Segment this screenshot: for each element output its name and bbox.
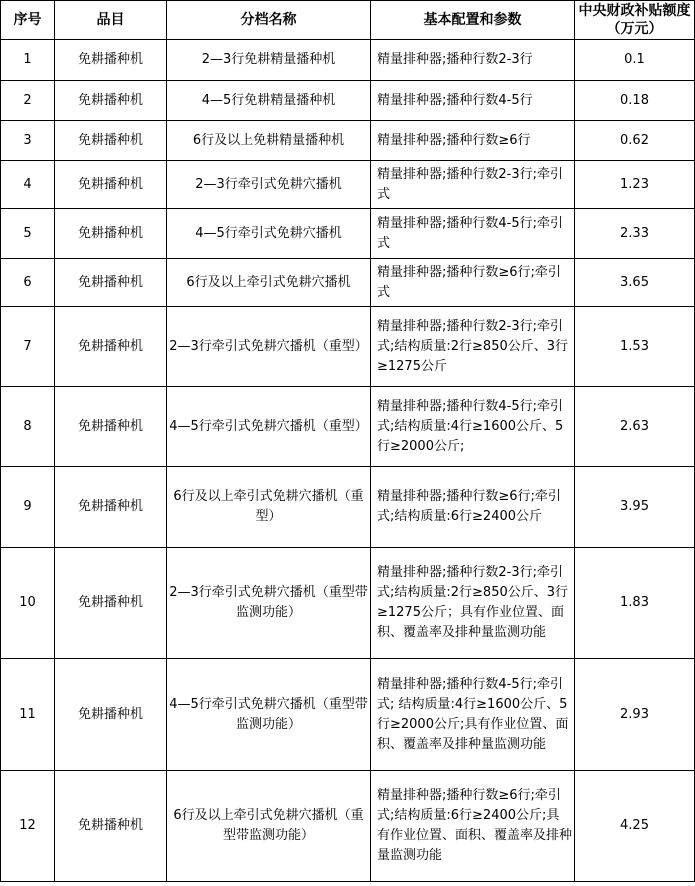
- cell-name: 2—3行牵引式免耕穴播机: [167, 161, 371, 209]
- cell-subsidy: 1.23: [575, 161, 695, 209]
- table-row: [1, 161, 695, 209]
- header-row: [1, 1, 695, 40]
- table-row: [1, 548, 695, 659]
- cell-name: 4—5行免耕精量播种机: [167, 81, 371, 121]
- cell-no: 5: [1, 209, 55, 259]
- cell-item: 免耕播种机: [55, 81, 167, 121]
- cell-config: 精量排种器;播种行数≥6行;牵引式;结构质量:6行≥2400公斤: [371, 467, 575, 548]
- table-row: [1, 307, 695, 387]
- cell-subsidy: 3.95: [575, 467, 695, 548]
- cell-no: 9: [1, 467, 55, 548]
- cell-subsidy: 2.93: [575, 659, 695, 771]
- cell-config: 精量排种器;播种行数≥6行;牵引式: [371, 259, 575, 307]
- cell-no: 3: [1, 121, 55, 161]
- cell-item: 免耕播种机: [55, 307, 167, 387]
- table-row: [1, 387, 695, 467]
- cell-no: 2: [1, 81, 55, 121]
- cell-item: 免耕播种机: [55, 771, 167, 882]
- cell-item: 免耕播种机: [55, 40, 167, 81]
- cell-no: 6: [1, 259, 55, 307]
- table-row: [1, 659, 695, 771]
- cell-subsidy: 1.83: [575, 548, 695, 659]
- cell-no: 10: [1, 548, 55, 659]
- cell-config: 精量排种器;播种行数≥6行;牵引式;结构质量:6行≥2400公斤;具有作业位置、面积、覆盖率及排种量监测功能: [371, 771, 575, 882]
- cell-no: 4: [1, 161, 55, 209]
- table-row: [1, 467, 695, 548]
- cell-name: 2—3行牵引式免耕穴播机（重型带监测功能）: [167, 548, 371, 659]
- cell-subsidy: 0.62: [575, 121, 695, 161]
- cell-name: 4—5行牵引式免耕穴播机: [167, 209, 371, 259]
- cell-config: 精量排种器;播种行数2-3行;牵引式;结构质量:2行≥850公斤、3行≥1275公斤；具有作业位置、面积、覆盖率及排种量监测功能: [371, 548, 575, 659]
- cell-config: 精量排种器;播种行数4-5行;牵引式; 结构质量:4行≥1600公斤、5行≥2000公斤;具有作业位置、面积、覆盖率及排种量监测功能: [371, 659, 575, 771]
- header-subsidy: 中央财政补贴额度（万元）: [575, 1, 695, 40]
- cell-item: 免耕播种机: [55, 121, 167, 161]
- cell-item: 免耕播种机: [55, 209, 167, 259]
- cell-item: 免耕播种机: [55, 387, 167, 467]
- table-row: [1, 81, 695, 121]
- table-row: [1, 771, 695, 882]
- cell-item: 免耕播种机: [55, 548, 167, 659]
- header-item: 品目: [55, 1, 167, 40]
- cell-item: 免耕播种机: [55, 659, 167, 771]
- header-config: 基本配置和参数: [371, 1, 575, 40]
- cell-name: 6行及以上牵引式免耕穴播机（重型带监测功能）: [167, 771, 371, 882]
- table-row: [1, 209, 695, 259]
- cell-config: 精量排种器;播种行数2-3行: [371, 40, 575, 81]
- cell-config: 精量排种器;播种行数2-3行;牵引式;结构质量:2行≥850公斤、3行≥1275公斤: [371, 307, 575, 387]
- cell-name: 6行及以上牵引式免耕穴播机: [167, 259, 371, 307]
- table-row: [1, 259, 695, 307]
- cell-no: 7: [1, 307, 55, 387]
- cell-no: 8: [1, 387, 55, 467]
- cell-name: 2—3行牵引式免耕穴播机（重型）: [167, 307, 371, 387]
- table-row: [1, 121, 695, 161]
- table-body: [1, 40, 695, 882]
- cell-item: 免耕播种机: [55, 259, 167, 307]
- header-no: 序号: [1, 1, 55, 40]
- cell-config: 精量排种器;播种行数2-3行;牵引式: [371, 161, 575, 209]
- cell-no: 11: [1, 659, 55, 771]
- cell-name: 4—5行牵引式免耕穴播机（重型）: [167, 387, 371, 467]
- cell-name: 2—3行免耕精量播种机: [167, 40, 371, 81]
- cell-config: 精量排种器;播种行数4-5行;牵引式;结构质量:4行≥1600公斤、5行≥2000公斤;: [371, 387, 575, 467]
- cell-subsidy: 4.25: [575, 771, 695, 882]
- cell-subsidy: 2.33: [575, 209, 695, 259]
- cell-config: 精量排种器;播种行数4-5行;牵引式: [371, 209, 575, 259]
- cell-name: 4—5行牵引式免耕穴播机（重型带监测功能）: [167, 659, 371, 771]
- cell-name: 6行及以上牵引式免耕穴播机（重型）: [167, 467, 371, 548]
- cell-item: 免耕播种机: [55, 467, 167, 548]
- cell-name: 6行及以上免耕精量播种机: [167, 121, 371, 161]
- cell-subsidy: 0.1: [575, 40, 695, 81]
- cell-no: 1: [1, 40, 55, 81]
- cell-no: 12: [1, 771, 55, 882]
- cell-config: 精量排种器;播种行数4-5行: [371, 81, 575, 121]
- cell-subsidy: 2.63: [575, 387, 695, 467]
- cell-subsidy: 0.18: [575, 81, 695, 121]
- cell-subsidy: 1.53: [575, 307, 695, 387]
- table-row: [1, 40, 695, 81]
- cell-subsidy: 3.65: [575, 259, 695, 307]
- cell-item: 免耕播种机: [55, 161, 167, 209]
- header-name: 分档名称: [167, 1, 371, 40]
- cell-config: 精量排种器;播种行数≥6行: [371, 121, 575, 161]
